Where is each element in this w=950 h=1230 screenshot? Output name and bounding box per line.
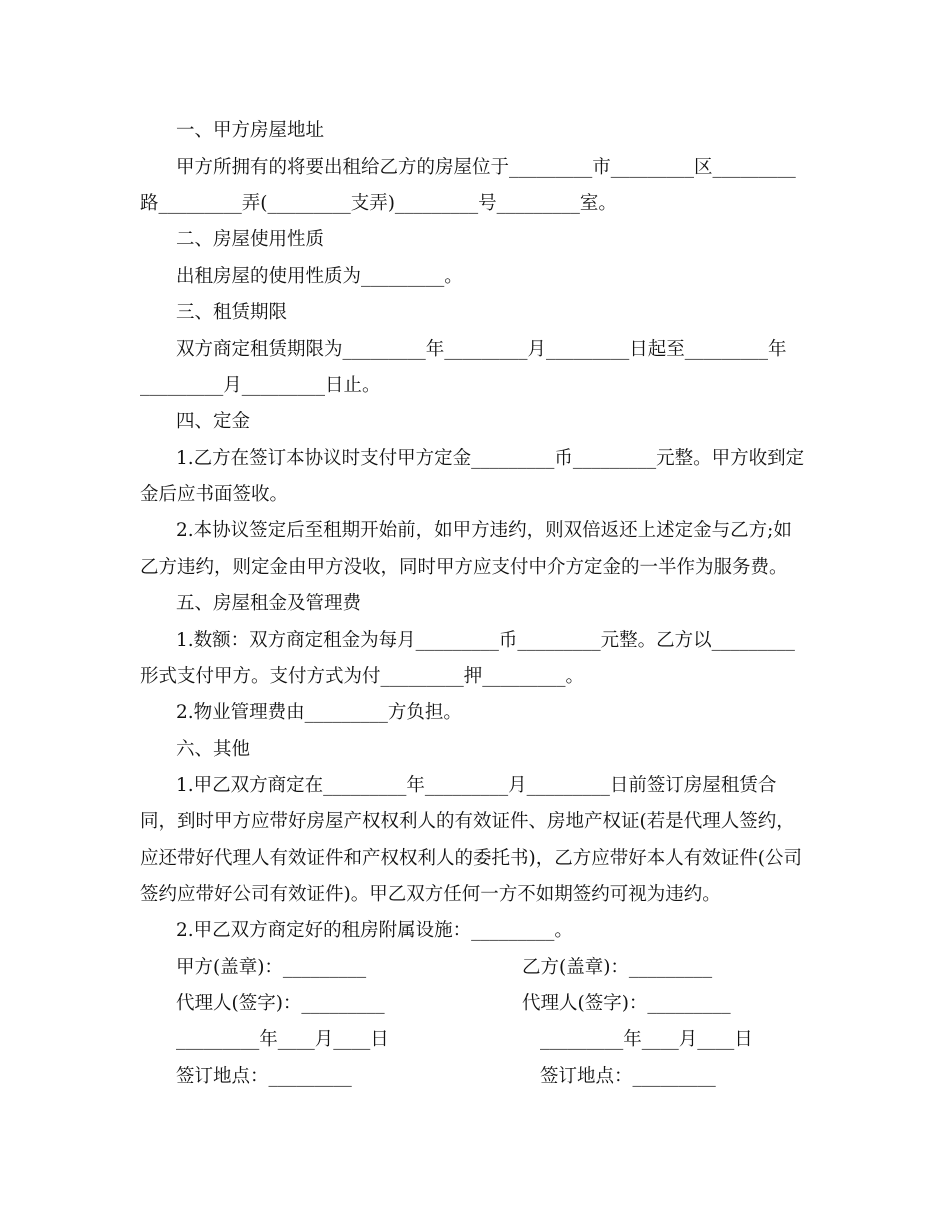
section-4-text: 2.本协议签定后至租期开始前，如甲方违约，则双倍返还上述定金与乙方;如 bbox=[176, 520, 792, 541]
section-5-text: 2.物业管理费由_________方负担。 bbox=[176, 702, 462, 723]
agent-b-signature: 代理人(签字)：_________ bbox=[522, 993, 731, 1014]
section-3-text: _________月_________日止。 bbox=[140, 375, 381, 396]
agent-a-signature: 代理人(签字)：_________ bbox=[176, 993, 385, 1014]
section-4-text: 金后应书面签收。 bbox=[140, 484, 289, 505]
section-1-title: 一、甲方房屋地址 bbox=[176, 120, 325, 141]
party-b-seal: 乙方(盖章)：_________ bbox=[522, 957, 713, 978]
section-6-title: 六、其他 bbox=[176, 739, 251, 760]
party-a-seal: 甲方(盖章)：_________ bbox=[176, 957, 367, 978]
section-2-text: 出租房屋的使用性质为_________。 bbox=[176, 266, 463, 287]
date-b: _________年____月____日 bbox=[540, 1029, 753, 1050]
section-6-text: 2.甲乙双方商定好的租房附属设施：_________。 bbox=[176, 920, 573, 941]
section-1-text: 甲方所拥有的将要出租给乙方的房屋位于_________市_________区_________ bbox=[176, 157, 796, 178]
section-4-text: 1.乙方在签订本协议时支付甲方定金_________币_________元整。甲方收到定 bbox=[176, 448, 805, 469]
signing-place-a: 签订地点：_________ bbox=[176, 1066, 352, 1087]
section-5-text: 1.数额：双方商定租金为每月_________币_________元整。乙方以_________ bbox=[176, 630, 795, 651]
section-4-text: 乙方违约，则定金由甲方没收，同时甲方应支付中介方定金的一半作为服务费。 bbox=[140, 557, 788, 578]
section-6-text: 同，到时甲方应带好房屋产权权利人的有效证件、房地产权证(若是代理人签约， bbox=[140, 811, 795, 832]
section-6-text: 1.甲乙双方商定在_________年_________月_________日前签订房屋租赁合 bbox=[176, 775, 777, 796]
section-2-title: 二、房屋使用性质 bbox=[176, 229, 325, 250]
section-6-text: 应还带好代理人有效证件和产权权利人的委托书)，乙方应带好本人有效证件(公司 bbox=[140, 848, 802, 869]
section-1-text: 路_________弄(_________支弄)_________号_________室。 bbox=[140, 193, 617, 214]
section-5-text: 形式支付甲方。支付方式为付_________押_________。 bbox=[140, 666, 585, 687]
section-4-title: 四、定金 bbox=[176, 411, 251, 432]
date-a: _________年____月____日 bbox=[176, 1029, 389, 1050]
signing-place-b: 签订地点：_________ bbox=[540, 1066, 716, 1087]
section-3-title: 三、租赁期限 bbox=[176, 302, 288, 323]
section-5-title: 五、房屋租金及管理费 bbox=[176, 593, 362, 614]
section-3-text: 双方商定租赁期限为_________年_________月_________日起至_________年 bbox=[176, 339, 787, 360]
section-6-text: 签约应带好公司有效证件)。甲乙双方任何一方不如期签约可视为违约。 bbox=[140, 884, 721, 905]
